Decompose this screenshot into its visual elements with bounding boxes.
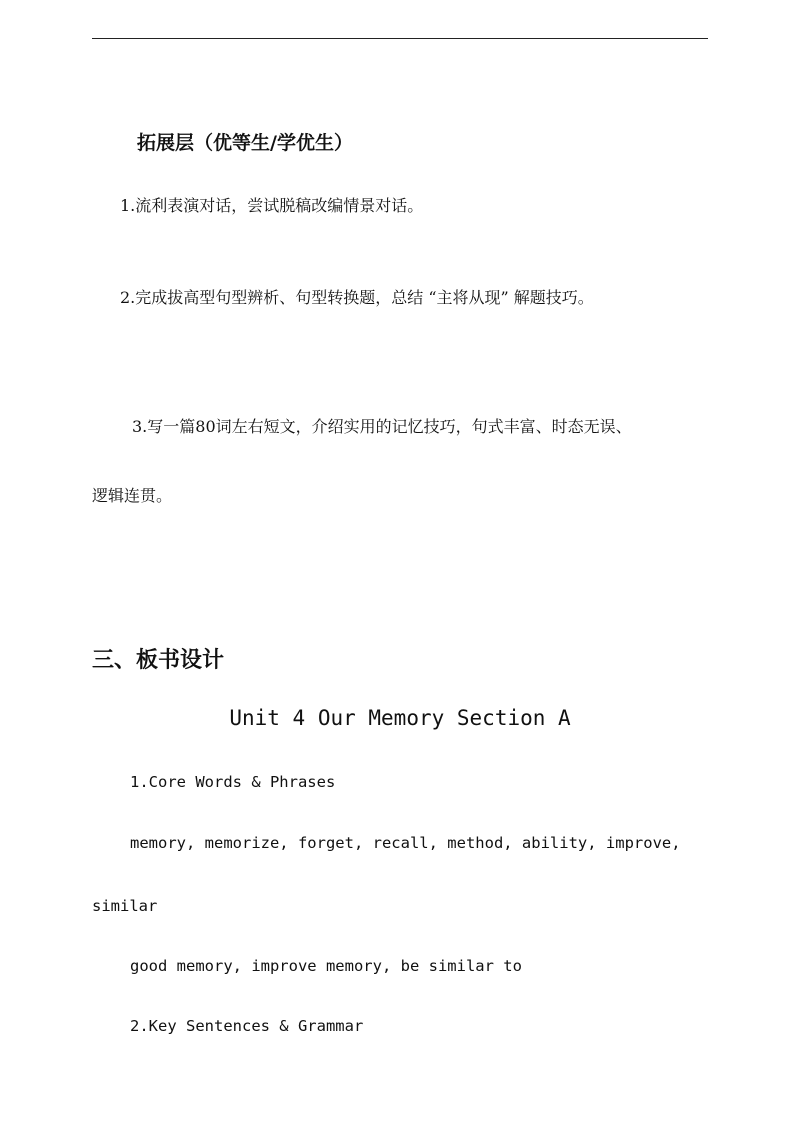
expand-item-3-continuation: 逻辑连贯。: [92, 486, 173, 505]
header-rule: [92, 38, 708, 39]
core-words-list: memory, memorize, forget, recall, method, ability, improve,: [130, 834, 681, 852]
expand-item-3: 3.写一篇80词左右短文，介绍实用的记忆技巧，句式丰富、时态无误、: [132, 417, 632, 436]
expand-item-2: 2.完成拔高型句型辨析、句型转换题，总结 “主将从现” 解题技巧。: [120, 288, 594, 307]
expand-layer-heading: 拓展层（优等生/学优生）: [137, 132, 353, 154]
expand-item-1: 1.流利表演对话，尝试脱稿改编情景对话。: [120, 196, 424, 215]
board-title: Unit 4 Our Memory Section A: [229, 706, 571, 730]
core-words-list-continuation: similar: [92, 897, 158, 915]
core-words-heading: 1.Core Words & Phrases: [130, 773, 336, 791]
core-phrases-list: good memory, improve memory, be similar to: [130, 957, 522, 975]
key-sentences-heading: 2.Key Sentences & Grammar: [130, 1017, 364, 1035]
board-design-heading: 三、板书设计: [92, 647, 225, 673]
